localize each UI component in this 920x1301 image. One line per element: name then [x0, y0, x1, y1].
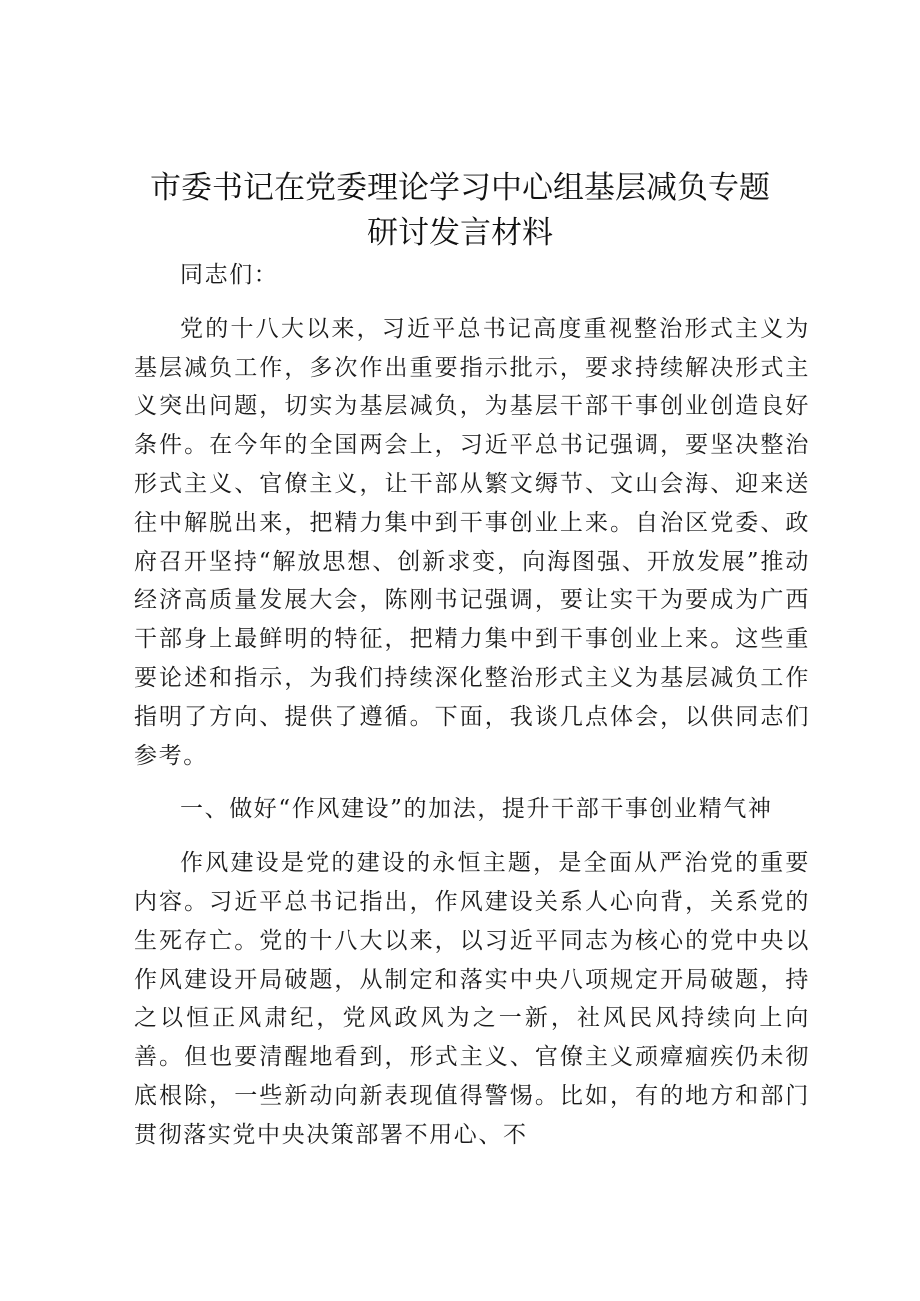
document-title-line-2: 研讨发言材料 [367, 215, 553, 251]
section-heading-1: 一、做好“作风建设”的加法，提升干部干事创业精气神 [180, 796, 773, 823]
paragraph-section-1: 作风建设是党的建设的永恒主题，是全面从严治党的重要内容。习近平总书记指出，作风建设关系人心向背，关系党的生死存亡。党的十八大以来，以习近平同志为核心的党中央以作风建设开局破题，从制定和落实中央八项规定开局破题，持之以恒正风肃纪，党风政风为之一新，社风民风持续向上向善。但也要清醒地看到，形式主义、官僚主义顽瘴痼疾仍未彻底根除，一些新动向新表现值得警惕。比如，有的地方和部门贯彻落实党中央决策部署不用心、不 [134, 850, 810, 1148]
document-title-line-1: 市委书记在党委理论学习中心组基层减负专题 [150, 170, 770, 206]
document-body [134, 256, 810, 1155]
salutation: 同志们： [180, 262, 279, 288]
paragraph-introduction: 党的十八大以来，习近平总书记高度重视整治形式主义为基层减负工作，多次作出重要指示批示，要求持续解决形式主义突出问题，切实为基层减负，为基层干部干事创业创造良好条件。在今年的全国两会上，习近平总书记强调，要坚决整治形式主义、官僚主义，让干部从繁文缛节、文山会海、迎来送往中解脱出来，把精力集中到干事创业上来。自治区党委、政府召开坚持“解放思想、创新求变，向海图强、开放发展”推动经济高质量发展大会，陈刚书记强调，要让实干为要成为广西干部身上最鲜明的特征，把精力集中到干事创业上来。这些重要论述和指示，为我们持续深化整治形式主义为基层减负工作指明了方向、提供了遵循。下面，我谈几点体会，以供同志们参考。 [134, 315, 810, 769]
